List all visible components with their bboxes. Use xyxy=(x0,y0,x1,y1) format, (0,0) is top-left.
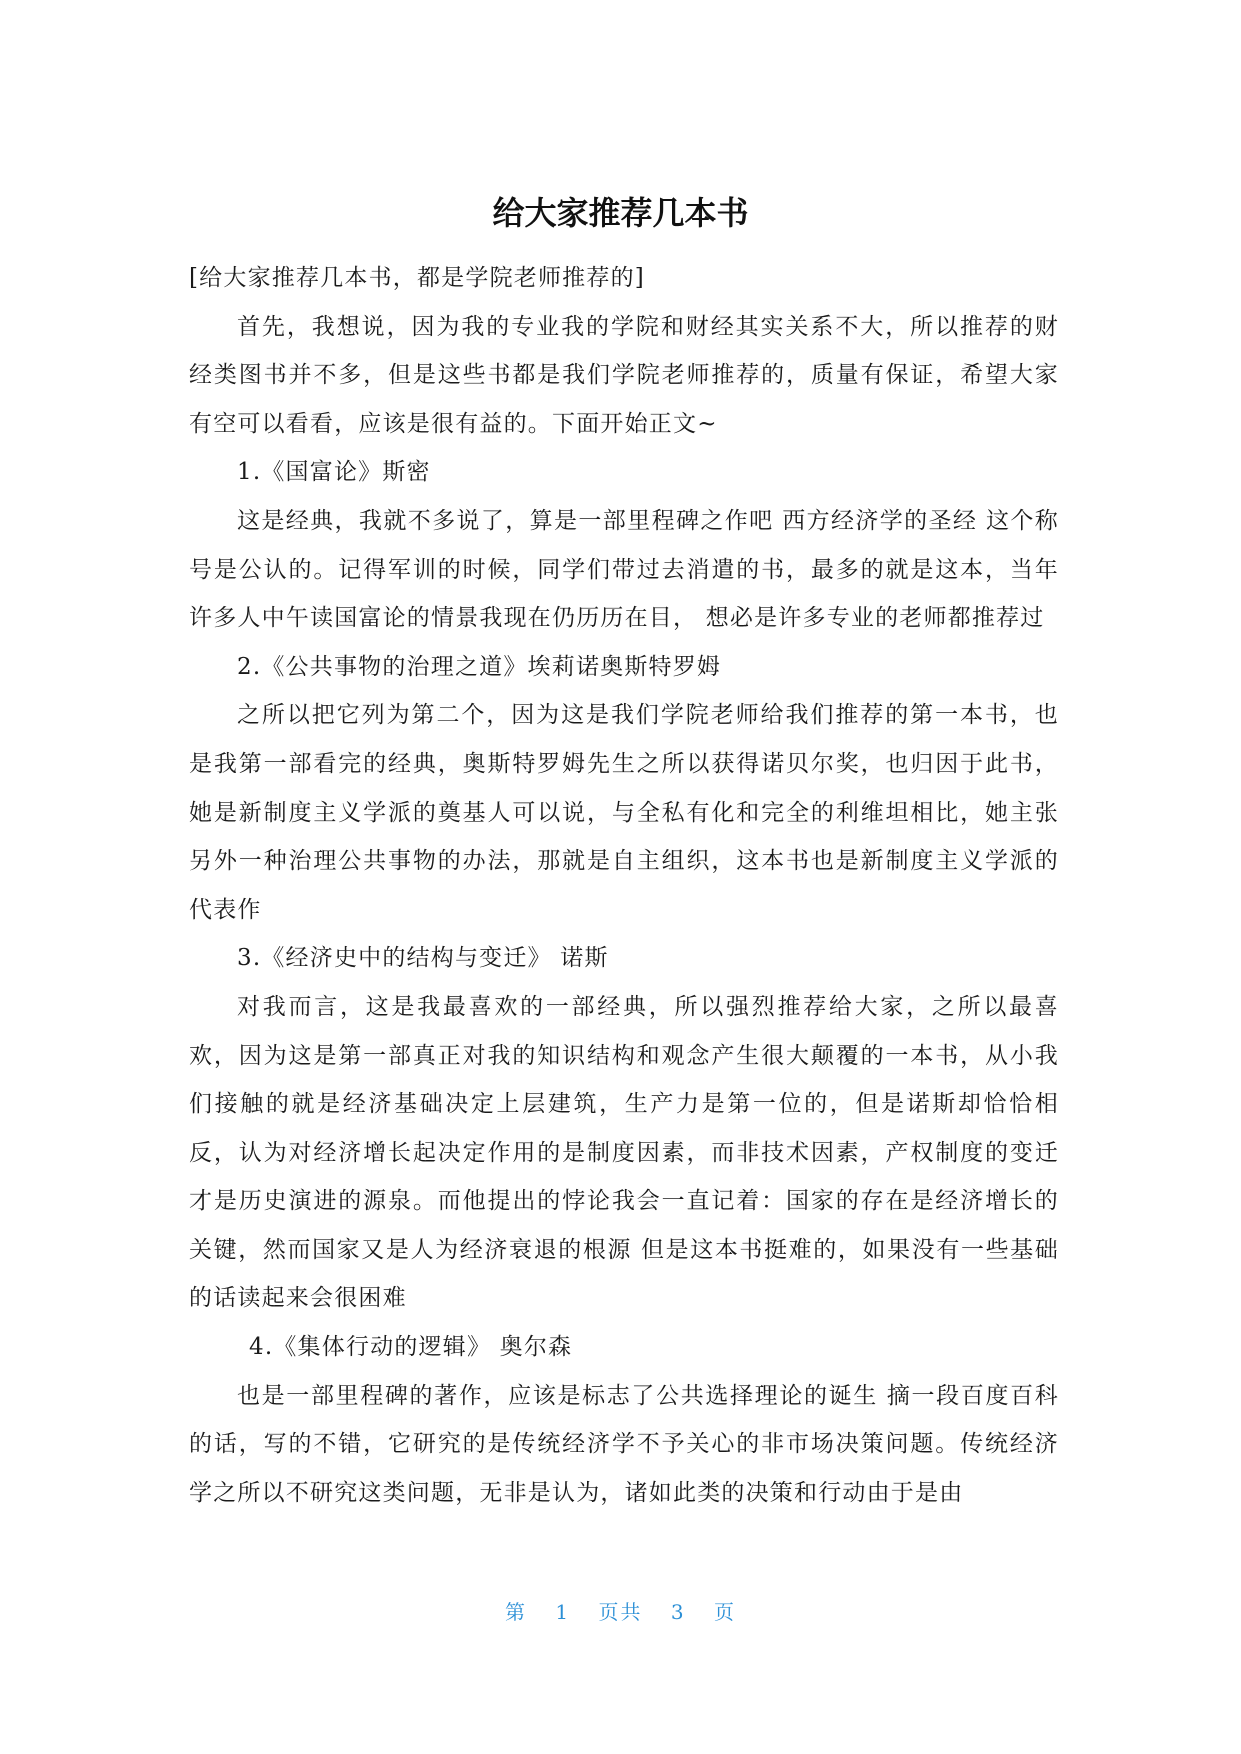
book-heading-3: 3.《经济史中的结构与变迁》 诺斯 xyxy=(237,945,609,972)
book-description-1: 这是经典，我就不多说了，算是一部里程碑之作吧 西方经济学的圣经 这个称号是公认的。记得军训的时候，同学们带过去消遣的书，最多的就是这本，当年许多人中午读国富论的情景我现在仍历历在目， 想必是许多专业的老师都推荐过 xyxy=(189,507,1059,632)
footer-current-page: 1 xyxy=(555,1600,571,1624)
book-heading-2: 2.《公共事物的治理之道》埃莉诺奥斯特罗姆 xyxy=(237,653,722,680)
book-description-3: 对我而言，这是我最喜欢的一部经典，所以强烈推荐给大家，之所以最喜欢，因为这是第一部真正对我的知识结构和观念产生很大颠覆的一本书，从小我们接触的就是经济基础决定上层建筑，生产力是第一位的，但是诺斯却恰恰相反，认为对经济增长起决定作用的是制度因素，而非技术因素，产权制度的变迁才是历史演进的源泉。而他提出的悖论我会一直记着：国家的存在是经济增长的关键，然而国家又是人为经济衰退的根源 但是这本书挺难的，如果没有一些基础的话读起来会很困难 xyxy=(189,993,1059,1312)
footer-total-pages: 3 xyxy=(670,1600,686,1624)
page-title: 给大家推荐几本书 xyxy=(492,194,749,232)
book-heading-4: 4.《集体行动的逻辑》 奥尔森 xyxy=(249,1334,573,1361)
page-footer xyxy=(0,1596,1241,1625)
book-description-4: 也是一部里程碑的著作，应该是标志了公共选择理论的诞生 摘一段百度百科的话，写的不错，它研究的是传统经济学不予关心的非市场决策问题。传统经济学之所以不研究这类问题，无非是认为，诸如此类的决策和行动由于是由 xyxy=(189,1382,1059,1506)
footer-prefix: 第 xyxy=(505,1600,528,1624)
footer-middle: 页共 xyxy=(598,1600,643,1624)
intro-paragraph: 首先，我想说，因为我的专业我的学院和财经其实关系不大，所以推荐的财经类图书并不多，但是这些书都是我们学院老师推荐的，质量有保证，希望大家有空可以看看，应该是很有益的。下面开始正文~ xyxy=(189,313,1059,437)
book-description-2: 之所以把它列为第二个，因为这是我们学院老师给我们推荐的第一本书，也是我第一部看完的经典，奥斯特罗姆先生之所以获得诺贝尔奖，也归因于此书，她是新制度主义学派的奠基人可以说，与全私有化和完全的利维坦相比，她主张另外一种治理公共事物的办法，那就是自主组织，这本书也是新制度主义学派的代表作 xyxy=(189,702,1059,923)
book-heading-1: 1.《国富论》斯密 xyxy=(237,459,431,486)
footer-suffix: 页 xyxy=(713,1600,736,1624)
document-body xyxy=(189,254,1059,1517)
subtitle-paragraph: [给大家推荐几本书，都是学院老师推荐的] xyxy=(189,265,645,291)
